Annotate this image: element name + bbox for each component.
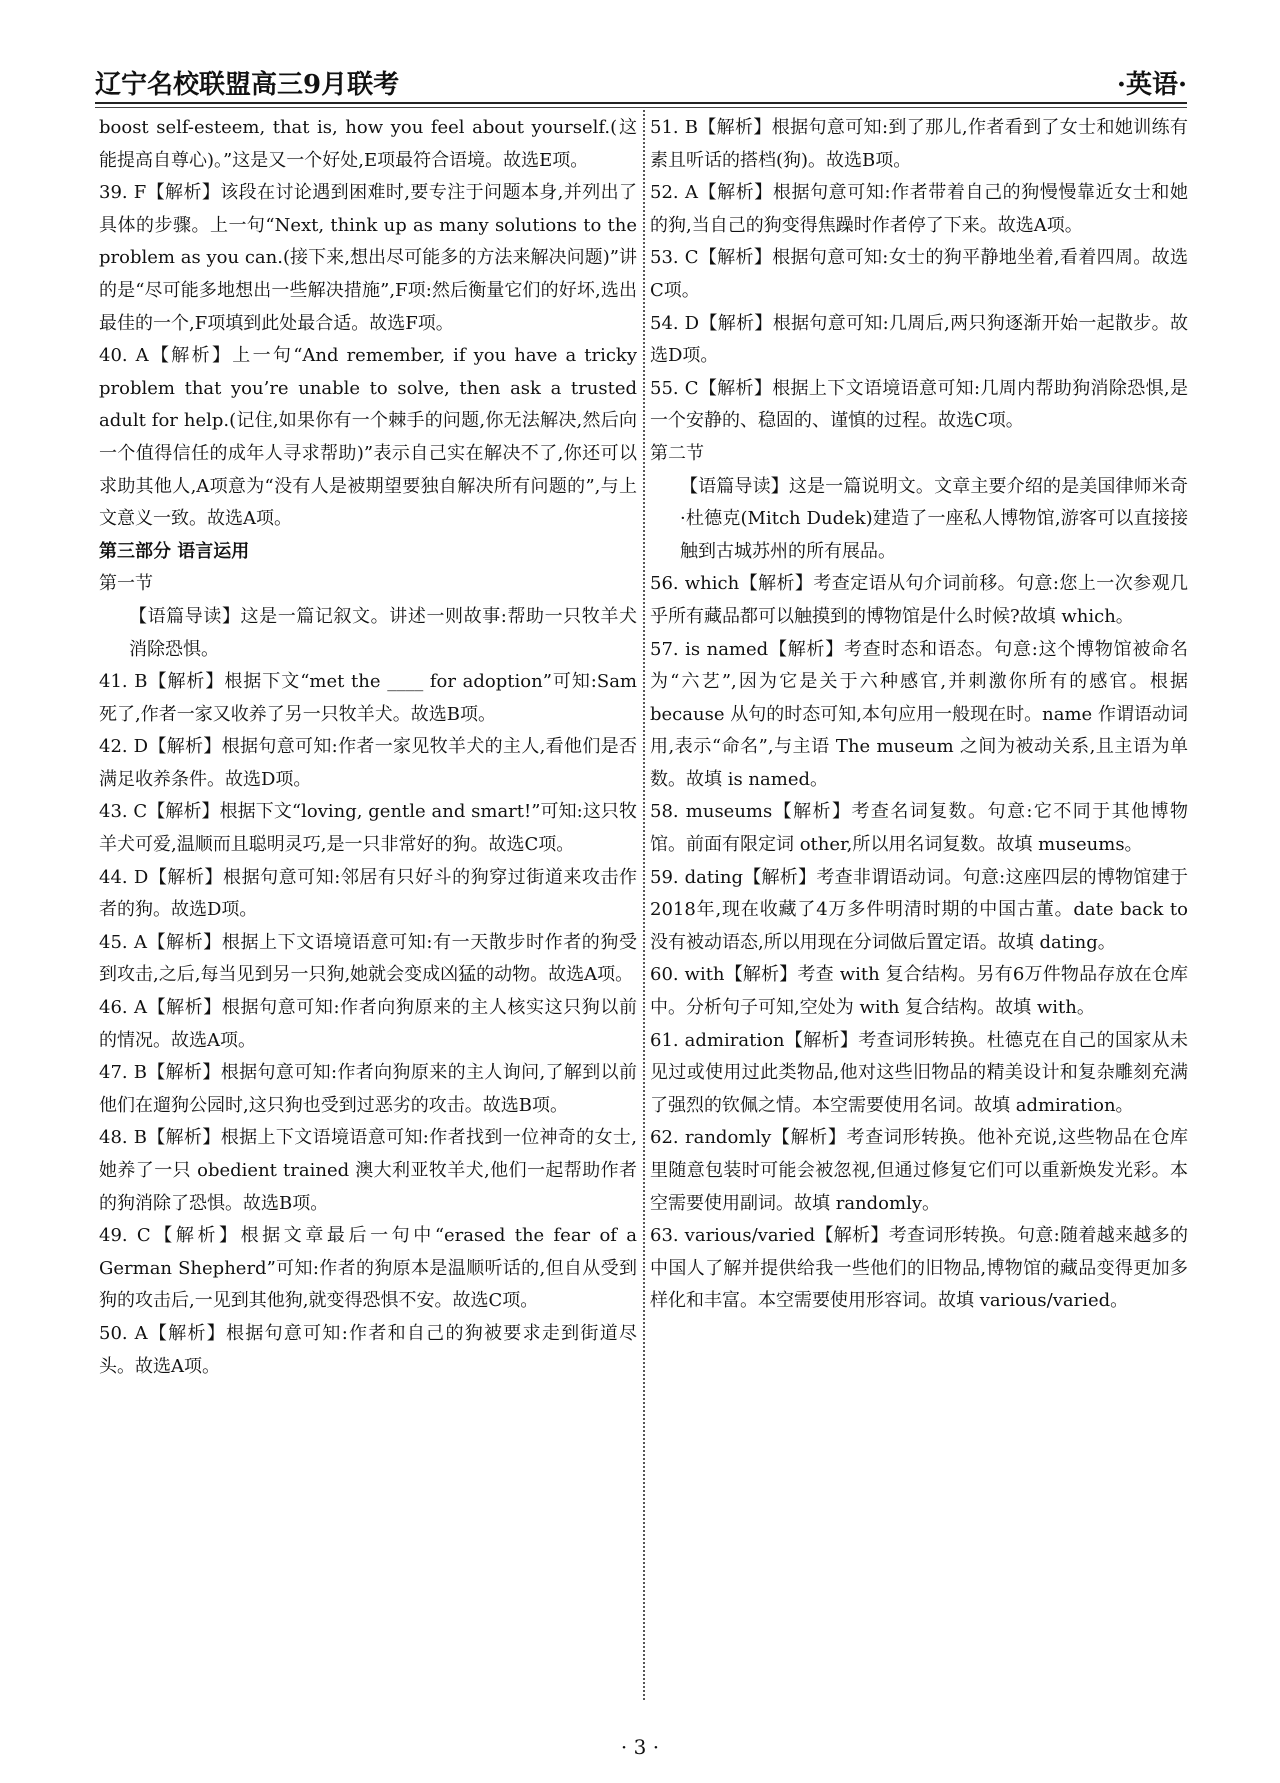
answer-44: 44. D【解析】根据句意可知:邻居有只好斗的狗穿过街道来攻击作者的狗。故选D项。 <box>99 866 637 921</box>
answer-51: 51. B【解析】根据句意可知:到了那儿,作者看到了女士和她训练有素且听话的搭档(狗)。故选B项。 <box>650 117 1188 171</box>
answer-54: 54. D【解析】根据句意可知:几周后,两只狗逐渐开始一起散步。故选D项。 <box>650 312 1188 367</box>
column-divider <box>643 110 645 1700</box>
answer-42: 42. D【解析】根据句意可知:作者一家见牧羊犬的主人,看他们是否满足收养条件。故选D项。 <box>99 736 637 790</box>
continued-answer-text: boost self-esteem, that is, how you feel about yourself.(这能提高自尊心)。”这是又一个好处,E项最符合语境。故选E项。 <box>99 117 637 171</box>
section-1-heading: 第一节 <box>99 573 153 595</box>
answer-49: 49. C【解析】根据文章最后一句中“erased the fear of a German Shepherd”可知:作者的狗原本是温顺听话的,但自从受到狗的攻击后,一见到其他狗,就变得恐惧不安。故选C项。 <box>99 1225 637 1312</box>
answer-62: 62. randomly【解析】考查词形转换。他补充说,这些物品在仓库里随意包装时可能会被忽视,但通过修复它们可以重新焕发光彩。本空需要使用副词。故填 randomly。 <box>650 1127 1188 1214</box>
answer-53: 53. C【解析】根据句意可知:女士的狗平静地坐着,看着四周。故选C项。 <box>650 247 1188 301</box>
reading-guide-1: 【语篇导读】这是一篇记叙文。讲述一则故事:帮助一只牧羊犬消除恐惧。 <box>129 605 637 660</box>
answer-47: 47. B【解析】根据句意可知:作者向狗原来的主人询问,了解到以前他们在遛狗公园时,这只狗也受到过恶劣的攻击。故选B项。 <box>99 1062 637 1116</box>
answer-63: 63. various/varied【解析】考查词形转换。句意:随着越来越多的中国人了解并提供给我一些他们的旧物品,博物馆的藏品变得更加多样化和丰富。本空需要使用形容词。故填 various/varied。 <box>650 1225 1188 1312</box>
answer-41: 41. B【解析】根据下文“met the ____ for adoption”可知:Sam死了,作者一家又收养了另一只牧羊犬。故选B项。 <box>99 671 637 725</box>
answer-46: 46. A【解析】根据句意可知:作者向狗原来的主人核实这只狗以前的情况。故选A项。 <box>99 997 637 1051</box>
subject-label: ·英语· <box>1116 70 1187 100</box>
part-3-heading: 第三部分 语言运用 <box>99 540 250 562</box>
answer-48: 48. B【解析】根据上下文语境语意可知:作者找到一位神奇的女士,她养了一只 obedient trained 澳大利亚牧羊犬,他们一起帮助作者的狗消除了恐惧。故选B项。 <box>99 1127 637 1214</box>
answer-58: 58. museums【解析】考查名词复数。句意:它不同于其他博物馆。前面有限定词 other,所以用名词复数。故填 museums。 <box>650 801 1188 856</box>
answer-57: 57. is named【解析】考查时态和语态。句意:这个博物馆被命名为“六艺”,因为它是关于六种感官,并刺激你所有的感官。根据 because 从句的时态可知,本句应用一般现在时。name 作谓语动词用,表示“命名”,与主语 The museum 之间为被动关系,且主语为单数。故填 is named。 <box>650 638 1188 790</box>
exam-title: 辽宁名校联盟高三9月联考 <box>95 70 400 100</box>
answer-56: 56. which【解析】考查定语从句介词前移。句意:您上一次参观几乎所有藏品都可以触摸到的博物馆是什么时候?故填 which。 <box>650 573 1188 627</box>
page-number: · 3 · <box>620 1735 660 1759</box>
answer-39: 39. F【解析】该段在讨论遇到困难时,要专注于问题本身,并列出了具体的步骤。上一句“Next, think up as many solutions to the problem as you can.(接下来,想出尽可能多的方法来解决问题)”讲的是“尽可能多地想出一些解决措施”,F项:然后衡量它们的好坏,选出最佳的一个,F项填到此处最合适。故选F项。 <box>99 182 637 334</box>
answer-45: 45. A【解析】根据上下文语境语意可知:有一天散步时作者的狗受到攻击,之后,每当见到另一只狗,她就会变成凶猛的动物。故选A项。 <box>99 931 637 986</box>
answer-43: 43. C【解析】根据下文“loving, gentle and smart!”可知:这只牧羊犬可爱,温顺而且聪明灵巧,是一只非常好的狗。故选C项。 <box>99 801 637 856</box>
left-column <box>99 112 637 1692</box>
answer-61: 61. admiration【解析】考查词形转换。杜德克在自己的国家从未见过或使用过此类物品,他对这些旧物品的精美设计和复杂雕刻充满了强烈的钦佩之情。本空需要使用名词。故填 admiration。 <box>650 1029 1188 1116</box>
page-header <box>95 58 1187 104</box>
answer-50: 50. A【解析】根据句意可知:作者和自己的狗被要求走到街道尽头。故选A项。 <box>99 1322 637 1377</box>
section-2-heading: 第二节 <box>650 442 704 464</box>
answer-59: 59. dating【解析】考查非谓语动词。句意:这座四层的博物馆建于2018年,现在收藏了4万多件明清时期的中国古董。date back to 没有被动语态,所以用现在分词做后置定语。故填 dating。 <box>650 866 1188 953</box>
answer-40: 40. A【解析】上一句“And remember, if you have a tricky problem that you’re unable to solve, then ask a trusted adult for help.(记住,如果你有一个棘手的问题,你无法解决,然后向一个值得信任的成年人寻求帮助)”表示自己实在解决不了,你还可以求助其他人,A项意为“没有人是被期望要独自解决所有问题的”,与上文意义一致。故选A项。 <box>99 345 637 530</box>
answer-60: 60. with【解析】考查 with 复合结构。另有6万件物品存放在仓库中。分析句子可知,空处为 with 复合结构。故填 with。 <box>650 964 1188 1019</box>
answer-55: 55. C【解析】根据上下文语境语意可知:几周内帮助狗消除恐惧,是一个安静的、稳固的、谨慎的过程。故选C项。 <box>650 377 1188 432</box>
answer-52: 52. A【解析】根据句意可知:作者带着自己的狗慢慢靠近女士和她的狗,当自己的狗变得焦躁时作者停了下来。故选A项。 <box>650 182 1188 236</box>
right-column <box>650 112 1188 1692</box>
reading-guide-2: 【语篇导读】这是一篇说明文。文章主要介绍的是美国律师米奇·杜德克(Mitch Dudek)建造了一座私人博物馆,游客可以直接接触到古城苏州的所有展品。 <box>680 475 1188 562</box>
